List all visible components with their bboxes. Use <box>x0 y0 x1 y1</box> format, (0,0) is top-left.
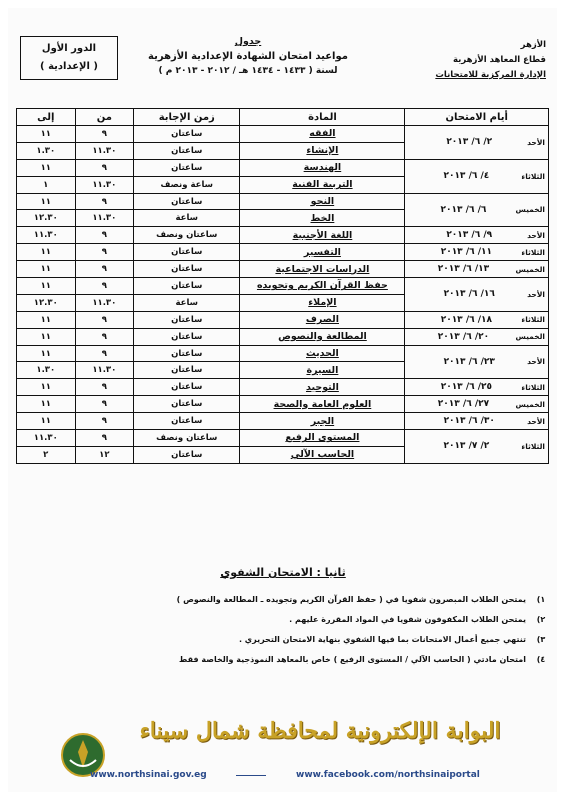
column-header-to: إلى <box>17 109 76 126</box>
issuer-block <box>435 38 546 83</box>
day-name: الأحد <box>527 416 545 426</box>
end-time-cell: ١١ <box>17 261 76 278</box>
table-row <box>17 227 549 244</box>
subject-cell: التوحيد <box>240 379 405 396</box>
round-box <box>20 36 118 80</box>
exam-day-cell <box>405 430 549 464</box>
start-time-cell: ٩ <box>75 379 134 396</box>
start-time-cell: ١١.٣٠ <box>75 142 134 159</box>
exam-date: ٢٠/ ٦/ ٢٠١٣ <box>437 331 490 342</box>
day-name: الخميس <box>515 332 545 342</box>
start-time-cell: ٩ <box>75 328 134 345</box>
duration-cell: ساعتان <box>134 362 240 379</box>
start-time-cell: ٩ <box>75 193 134 210</box>
column-header-duration: زمن الإجابة <box>134 109 240 126</box>
note-number: ٢) <box>536 615 546 624</box>
title-block <box>118 34 378 79</box>
note-text: تنتهي جميع أعمال الامتحانات بما فيها الشفوي بنهاية الامتحان التحريري . <box>238 635 526 644</box>
end-time-cell: ١١ <box>17 345 76 362</box>
exam-day-cell <box>405 379 549 396</box>
subject-cell: التربية الفنية <box>240 176 405 193</box>
subject-cell: الخط <box>240 210 405 227</box>
subject-cell: الفقه <box>240 126 405 143</box>
duration-cell: ساعتان <box>134 244 240 261</box>
start-time-cell: ٩ <box>75 413 134 430</box>
exam-date: ١٨/ ٦/ ٢٠١٣ <box>440 314 493 325</box>
column-header-exam-days: أيام الامتحان <box>405 109 549 126</box>
duration-cell: ساعة <box>134 210 240 227</box>
duration-cell: ساعتان <box>134 278 240 295</box>
oral-notes-list <box>28 590 548 670</box>
issuer-line: الأزهر <box>520 40 546 50</box>
table-row <box>17 396 549 413</box>
exam-date: ٦/ ٦/ ٢٠١٣ <box>440 204 487 215</box>
issuer-line: الإدارة المركزية للامتحانات <box>435 70 546 80</box>
table-row <box>17 244 549 261</box>
exam-day-cell <box>405 126 549 160</box>
list-item <box>28 650 548 670</box>
facebook-link[interactable]: www.facebook.com/northsinaiportal <box>296 770 480 780</box>
table-row <box>17 278 549 295</box>
portal-banner: البوابة الإلكترونية لمحافظة شمال سيناء <box>139 718 501 744</box>
subject-cell: الحديث <box>240 345 405 362</box>
exam-day-cell <box>405 261 549 278</box>
start-time-cell: ٩ <box>75 311 134 328</box>
exam-day-cell <box>405 244 549 261</box>
start-time-cell: ٩ <box>75 244 134 261</box>
exam-day-cell <box>405 396 549 413</box>
duration-cell: ساعتان <box>134 261 240 278</box>
end-time-cell: ١١.٣٠ <box>17 430 76 447</box>
document-page <box>8 8 557 792</box>
end-time-cell: ١١ <box>17 396 76 413</box>
start-time-cell: ٩ <box>75 126 134 143</box>
subject-cell: الدراسات الاجتماعية <box>240 261 405 278</box>
exam-date: ٢٧/ ٦/ ٢٠١٣ <box>437 399 490 410</box>
note-text: امتحان مادتي ( الحاسب الآلي / المستوى الرفيع ) خاص بالمعاهد النموذجية والخاصة فقط <box>179 655 526 664</box>
exam-date: ٢/ ٦/ ٢٠١٣ <box>446 137 493 148</box>
day-name: الخميس <box>515 399 545 409</box>
day-name: الأحد <box>527 357 545 367</box>
exam-date: ١١/ ٦/ ٢٠١٣ <box>440 247 493 258</box>
exam-day-cell <box>405 193 549 227</box>
start-time-cell: ٩ <box>75 227 134 244</box>
end-time-cell: ١ <box>17 176 76 193</box>
exam-day-cell <box>405 278 549 312</box>
document-title: مواعيد امتحان الشهادة الإعدادية الأزهرية <box>148 51 348 62</box>
day-name: الثلاثاء <box>521 247 545 257</box>
table-body <box>17 126 549 464</box>
table-row <box>17 430 549 447</box>
table-row <box>17 345 549 362</box>
note-number: ٤) <box>536 655 546 664</box>
document-header <box>18 30 550 108</box>
subject-cell: العلوم العامة والصحة <box>240 396 405 413</box>
subject-cell: الإملاء <box>240 294 405 311</box>
duration-cell: ساعتان <box>134 328 240 345</box>
exam-date: ٢٥/ ٦/ ٢٠١٣ <box>440 382 493 393</box>
day-name: الخميس <box>515 264 545 274</box>
table-row <box>17 261 549 278</box>
duration-cell: ساعتان <box>134 379 240 396</box>
end-time-cell: ١١ <box>17 311 76 328</box>
end-time-cell: ١١ <box>17 244 76 261</box>
exam-day-cell <box>405 227 549 244</box>
subject-cell: الجبر <box>240 413 405 430</box>
table-row <box>17 159 549 176</box>
table-row <box>17 379 549 396</box>
duration-cell: ساعتان <box>134 126 240 143</box>
end-time-cell: ١١ <box>17 193 76 210</box>
start-time-cell: ٩ <box>75 430 134 447</box>
day-name: الخميس <box>515 205 545 215</box>
subject-cell: اللغة الأجنبية <box>240 227 405 244</box>
exam-date: ١٣/ ٦/ ٢٠١٣ <box>437 264 490 275</box>
subject-cell: الصرف <box>240 311 405 328</box>
start-time-cell: ١٢ <box>75 446 134 463</box>
list-item <box>28 590 548 610</box>
start-time-cell: ٩ <box>75 261 134 278</box>
duration-cell: ساعة <box>134 294 240 311</box>
exam-day-cell <box>405 328 549 345</box>
duration-cell: ساعتان <box>134 142 240 159</box>
day-name: الثلاثاء <box>521 382 545 392</box>
start-time-cell: ٩ <box>75 278 134 295</box>
title-label: جدول <box>234 36 262 47</box>
oral-exam-heading: ثانيا : الامتحان الشفوي <box>220 566 346 579</box>
day-name: الأحد <box>527 137 545 147</box>
website-link[interactable]: www.northsinai.gov.eg <box>90 770 207 780</box>
start-time-cell: ١١.٣٠ <box>75 176 134 193</box>
end-time-cell: ١١ <box>17 159 76 176</box>
start-time-cell: ١١.٣٠ <box>75 362 134 379</box>
exam-schedule-table <box>16 108 549 464</box>
note-number: ١) <box>536 595 546 604</box>
table-header-row <box>17 109 549 126</box>
portal-footer <box>8 668 557 792</box>
duration-cell: ساعتان <box>134 413 240 430</box>
note-number: ٣) <box>536 635 546 644</box>
note-text: يمتحن الطلاب المكفوفون شفويا في المواد المقررة عليهم . <box>289 615 526 624</box>
day-name: الأحد <box>527 230 545 240</box>
duration-cell: ساعتان <box>134 345 240 362</box>
subject-cell: الحاسب الآلي <box>240 446 405 463</box>
end-time-cell: ١١ <box>17 379 76 396</box>
end-time-cell: ١١.٣٠ <box>17 227 76 244</box>
end-time-cell: ١.٣٠ <box>17 142 76 159</box>
list-item <box>28 630 548 650</box>
duration-cell: ساعة ونصف <box>134 176 240 193</box>
start-time-cell: ٩ <box>75 396 134 413</box>
start-time-cell: ٩ <box>75 159 134 176</box>
duration-cell: ساعتان <box>134 446 240 463</box>
end-time-cell: ١١ <box>17 413 76 430</box>
end-time-cell: ٢ <box>17 446 76 463</box>
end-time-cell: ١٢.٣٠ <box>17 210 76 227</box>
day-name: الثلاثاء <box>521 315 545 325</box>
academic-year: لسنة ( ١٤٣٣ - ١٤٣٤ هـ / ٢٠١٢ - ٢٠١٣ م ) <box>158 66 338 76</box>
subject-cell: الإنشاء <box>240 142 405 159</box>
start-time-cell: ١١.٣٠ <box>75 210 134 227</box>
issuer-line: قطاع المعاهد الأزهرية <box>452 55 546 65</box>
note-text: يمتحن الطلاب المبصرون شفويا في ( حفظ القرآن الكريم وتجويده ـ المطالعة والنصوص ) <box>176 595 526 604</box>
table-row <box>17 126 549 143</box>
end-time-cell: ١.٣٠ <box>17 362 76 379</box>
end-time-cell: ١١ <box>17 278 76 295</box>
day-name: الأحد <box>527 289 545 299</box>
exam-date: ٣٠/ ٦/ ٢٠١٣ <box>443 416 495 427</box>
round-label: الدور الأول <box>41 43 97 54</box>
day-name: الثلاثاء <box>521 171 545 181</box>
duration-cell: ساعتان ونصف <box>134 430 240 447</box>
duration-cell: ساعتان <box>134 311 240 328</box>
end-time-cell: ١١ <box>17 328 76 345</box>
exam-day-cell <box>405 311 549 328</box>
day-name: الثلاثاء <box>521 441 545 451</box>
exam-date: ٤/ ٦/ ٢٠١٣ <box>443 171 490 182</box>
table-row <box>17 328 549 345</box>
duration-cell: ساعتان <box>134 159 240 176</box>
list-item <box>28 610 548 630</box>
exam-day-cell <box>405 159 549 193</box>
table-row <box>17 193 549 210</box>
exam-date: ٢/ ٧/ ٢٠١٣ <box>443 441 490 452</box>
column-header-from: من <box>75 109 134 126</box>
table-row <box>17 413 549 430</box>
subject-cell: المطالعة والنصوص <box>240 328 405 345</box>
duration-cell: ساعتان <box>134 193 240 210</box>
duration-cell: ساعتان <box>134 396 240 413</box>
table-row <box>17 311 549 328</box>
exam-day-cell <box>405 413 549 430</box>
subject-cell: السيرة <box>240 362 405 379</box>
exam-date: ٩/ ٦/ ٢٠١٣ <box>446 230 493 241</box>
subject-cell: الهندسة <box>240 159 405 176</box>
subject-cell: التفسير <box>240 244 405 261</box>
subject-cell: النحو <box>240 193 405 210</box>
stage-label: ( الإعدادية ) <box>40 61 98 72</box>
subject-cell: حفظ القرآن الكريم وتجويده <box>240 278 405 295</box>
exam-date: ٢٣/ ٦/ ٢٠١٣ <box>443 356 495 367</box>
end-time-cell: ١٢.٣٠ <box>17 294 76 311</box>
duration-cell: ساعتان ونصف <box>134 227 240 244</box>
exam-date: ١٦/ ٦/ ٢٠١٣ <box>443 289 495 300</box>
subject-cell: المستوى الرفيع <box>240 430 405 447</box>
exam-day-cell <box>405 345 549 379</box>
end-time-cell: ١١ <box>17 126 76 143</box>
column-header-subject: المادة <box>240 109 405 126</box>
start-time-cell: ٩ <box>75 345 134 362</box>
divider <box>236 775 266 776</box>
start-time-cell: ١١.٣٠ <box>75 294 134 311</box>
